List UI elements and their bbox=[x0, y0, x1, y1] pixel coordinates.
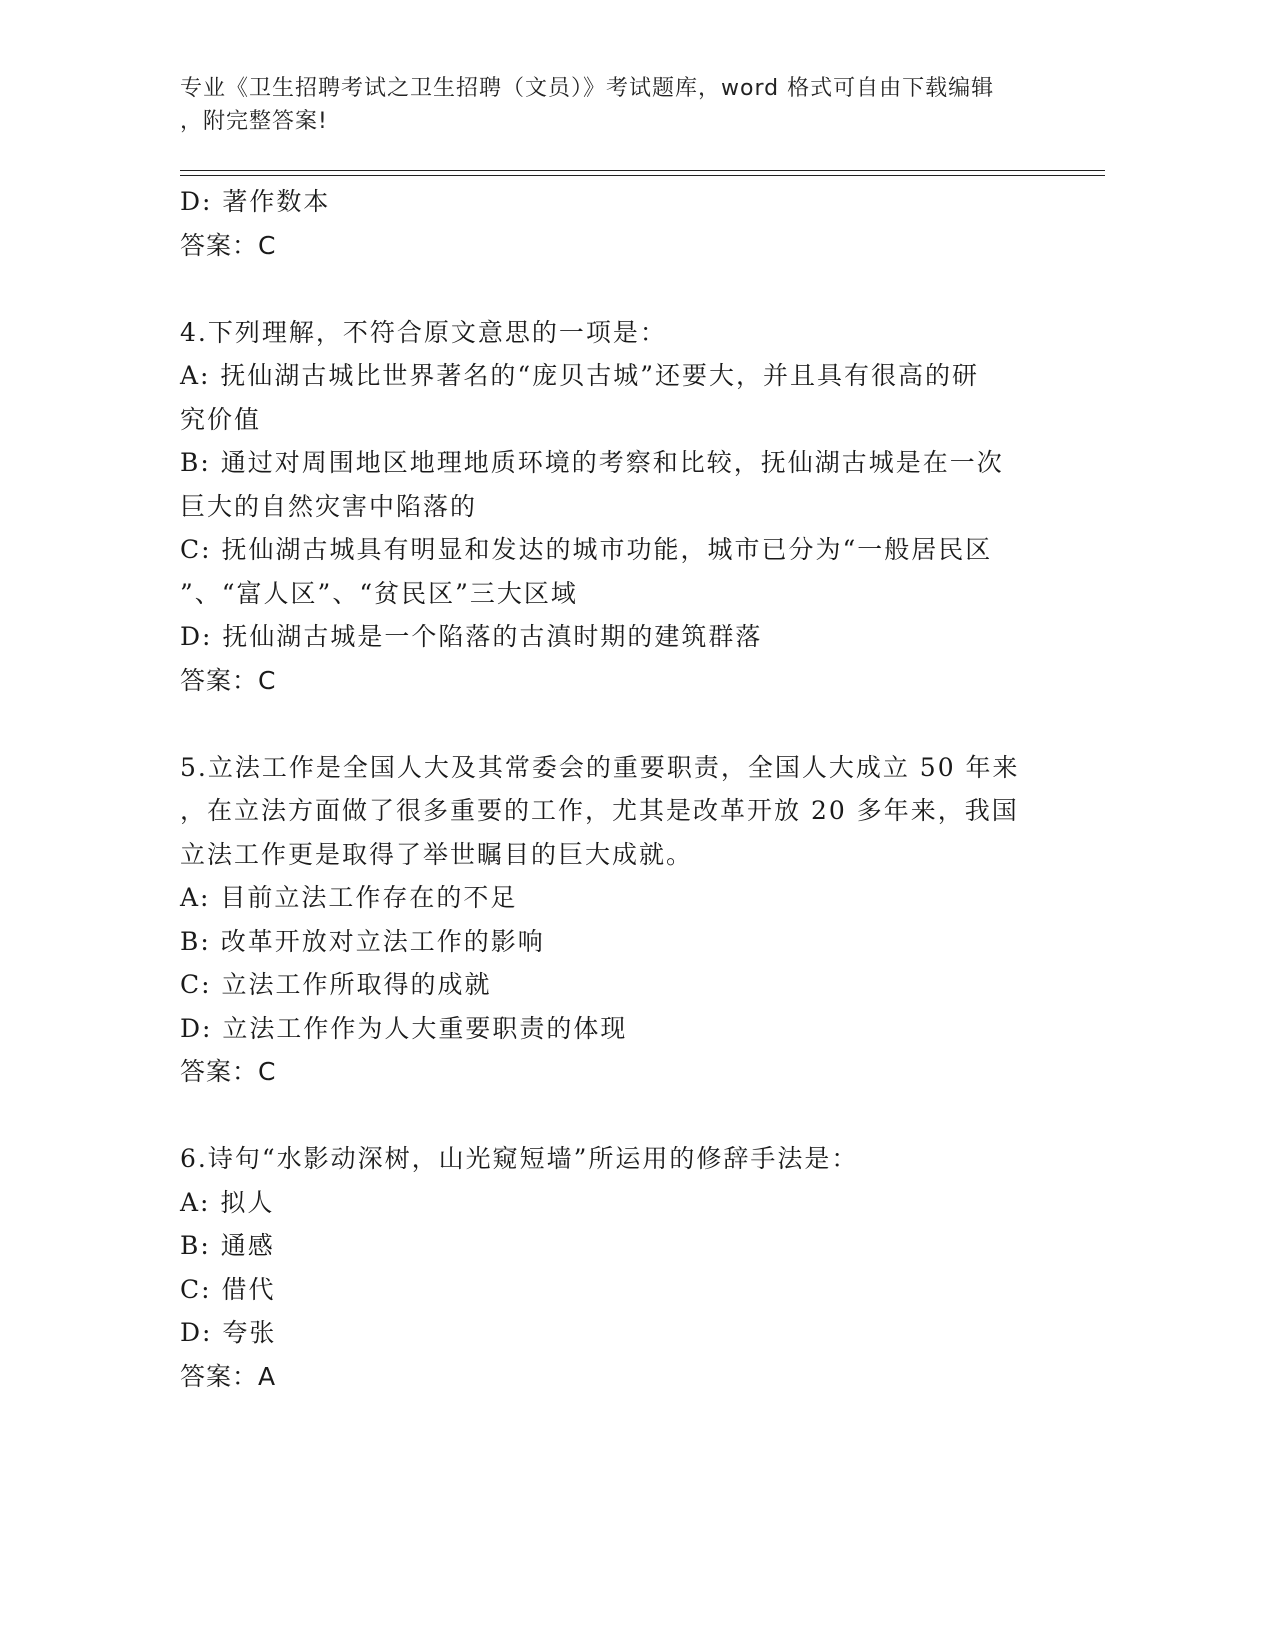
option-a: A: 目前立法工作存在的不足 bbox=[180, 883, 518, 912]
option-c: C: 立法工作所取得的成就 bbox=[180, 970, 492, 999]
question-stem: 4.下列理解，不符合原文意思的一项是： bbox=[180, 317, 667, 347]
header-line-1: 专业《卫生招聘考试之卫生招聘（文员）》考试题库，word 格式可自由下载编辑 bbox=[180, 76, 995, 101]
option-d: D: 夸张 bbox=[180, 1318, 277, 1347]
option-b-continued: 巨大的自然灾害中陷落的 bbox=[180, 491, 478, 521]
spacer bbox=[180, 1094, 1050, 1138]
option-a-continued: 究价值 bbox=[180, 404, 262, 434]
question-stem-continued: 立法工作更是取得了举世瞩目的巨大成就。 bbox=[180, 839, 694, 869]
option-d: D: 立法工作作为人大重要职责的体现 bbox=[180, 1013, 628, 1043]
option-a: A: 拟人 bbox=[180, 1187, 275, 1217]
question-5 bbox=[180, 746, 1050, 1094]
header-rule-top bbox=[180, 170, 1105, 171]
question-stem-continued: ，在立法方面做了很多重要的工作，尤其是改革开放 20 多年来，我国 bbox=[180, 796, 1019, 825]
header-rule-bottom bbox=[180, 175, 1105, 176]
option-b: B: 通过对周围地区地理地质环境的考察和比较，抚仙湖古城是在一次 bbox=[180, 448, 1004, 477]
option-a: A: 抚仙湖古城比世界著名的“庞贝古城”还要大，并且具有很高的研 bbox=[180, 361, 979, 390]
question-list bbox=[180, 180, 1050, 1398]
answer-line: 答案：A bbox=[180, 1361, 277, 1391]
option-c-continued: ”、“富人区”、“贫民区”三大区域 bbox=[180, 578, 578, 608]
spacer bbox=[180, 267, 1050, 311]
option-c: C: 抚仙湖古城具有明显和发达的城市功能，城市已分为“一般居民区 bbox=[180, 535, 993, 564]
spacer bbox=[180, 702, 1050, 746]
option-b: B: 通感 bbox=[180, 1231, 275, 1260]
answer-line: 答案：C bbox=[180, 665, 277, 695]
option-d: D: 抚仙湖古城是一个陷落的古滇时期的建筑群落 bbox=[180, 622, 763, 651]
option-d: D: 著作数本 bbox=[180, 187, 331, 216]
question-4 bbox=[180, 311, 1050, 703]
option-b: B: 改革开放对立法工作的影响 bbox=[180, 926, 545, 956]
question-stem: 5.立法工作是全国人大及其常委会的重要职责，全国人大成立 50 年来 bbox=[180, 752, 1020, 782]
answer-line: 答案：C bbox=[180, 1057, 277, 1086]
option-c: C: 借代 bbox=[180, 1274, 276, 1304]
header-line-2: ，附完整答案! bbox=[180, 109, 328, 134]
previous-question-tail bbox=[180, 180, 1050, 267]
question-6 bbox=[180, 1137, 1050, 1398]
document-header bbox=[180, 72, 1060, 138]
question-stem: 6.诗句“水影动深树，山光窥短墙”所运用的修辞手法是： bbox=[180, 1144, 859, 1173]
answer-line: 答案：C bbox=[180, 230, 277, 260]
